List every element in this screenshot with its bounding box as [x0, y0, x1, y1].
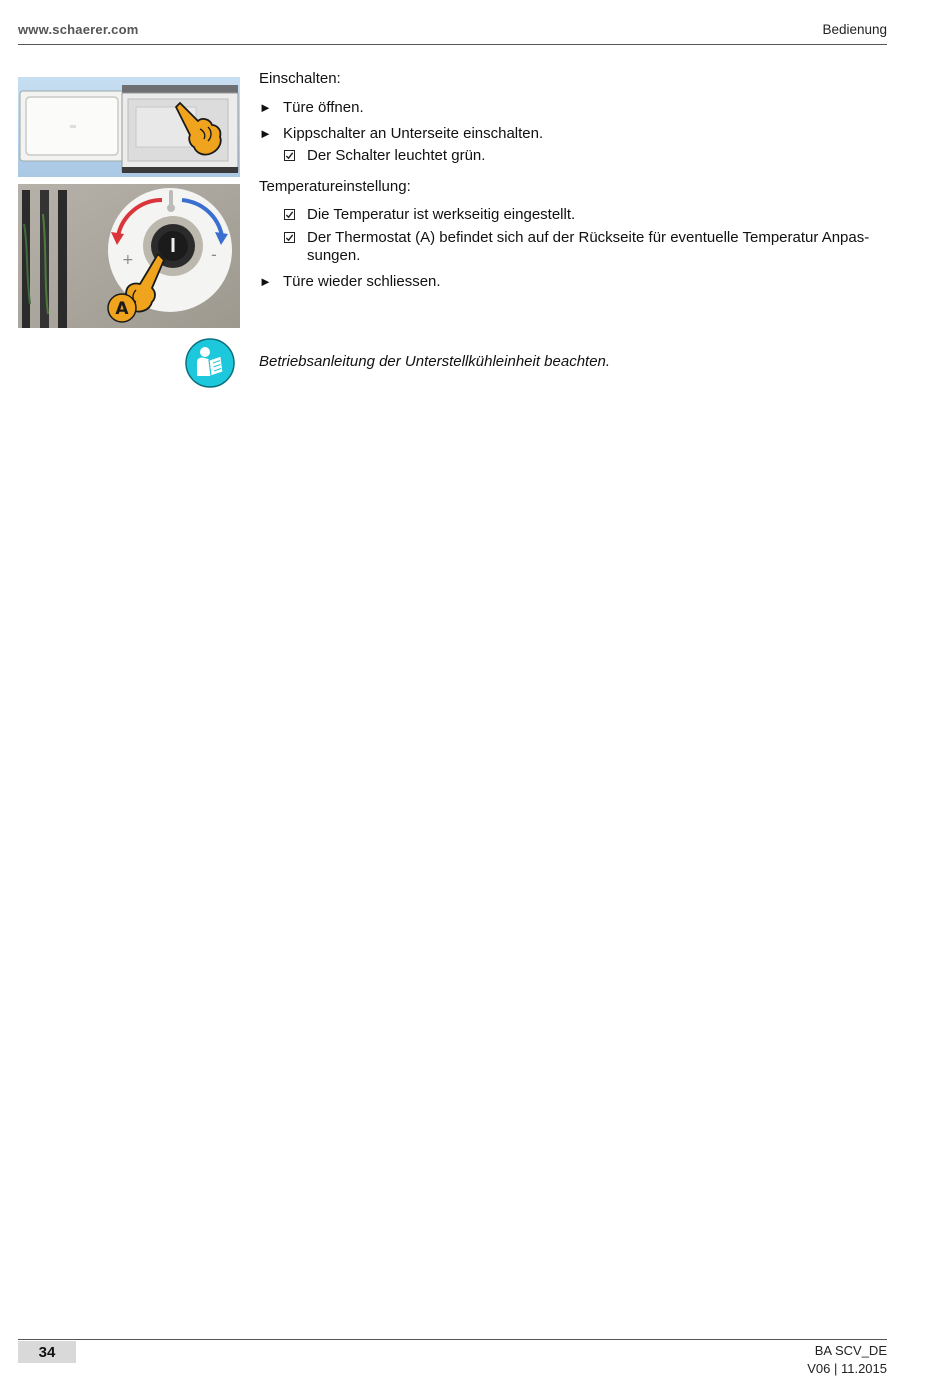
- arrow-bullet-icon: ►: [259, 126, 272, 141]
- header-website: www.schaerer.com: [18, 22, 139, 37]
- step-close-door: Türe wieder schliessen.: [283, 273, 441, 290]
- header-section: Bedienung: [822, 22, 887, 37]
- checkbox-icon: [284, 150, 295, 161]
- arrow-bullet-icon: ►: [259, 274, 272, 289]
- footer-doc-code: BA SCV_DE: [814, 1343, 887, 1358]
- result-switch-green: Der Schalter leuchtet grün.: [307, 147, 486, 164]
- header-rule: [18, 44, 887, 45]
- dial-plus-label: +: [122, 252, 134, 268]
- thermostat-label-a: A: [115, 299, 129, 319]
- step-open-door: Türe öffnen.: [283, 99, 364, 116]
- page-number: 34: [18, 1341, 76, 1363]
- arrow-bullet-icon: ►: [259, 100, 272, 115]
- dial-minus-label: -: [211, 245, 217, 264]
- result-thermostat-location-line1: Der Thermostat (A) befindet sich auf der Rückseite für eventuelle Temperatur Anpas-: [307, 229, 870, 246]
- result-factory-setting: Die Temperatur ist werkseitig eingestellt.: [307, 206, 576, 223]
- cooler-door-photo: [18, 77, 240, 177]
- step-toggle-switch: Kippschalter an Unterseite einschalten.: [283, 125, 544, 142]
- note-text: Betriebsanleitung der Unterstellkühleinheit beachten.: [259, 353, 611, 370]
- checkbox-icon: [284, 209, 295, 220]
- heading-temperature: Temperatureinstellung:: [259, 178, 411, 195]
- manual-reading-icon: [185, 338, 235, 388]
- heading-switch-on: Einschalten:: [259, 70, 341, 87]
- checkbox-icon: [284, 232, 295, 243]
- footer-version: V06 | 11.2015: [807, 1361, 887, 1376]
- result-thermostat-location-line2: sungen.: [307, 247, 361, 264]
- footer-rule: [18, 1339, 887, 1340]
- thermostat-photo: [18, 184, 240, 328]
